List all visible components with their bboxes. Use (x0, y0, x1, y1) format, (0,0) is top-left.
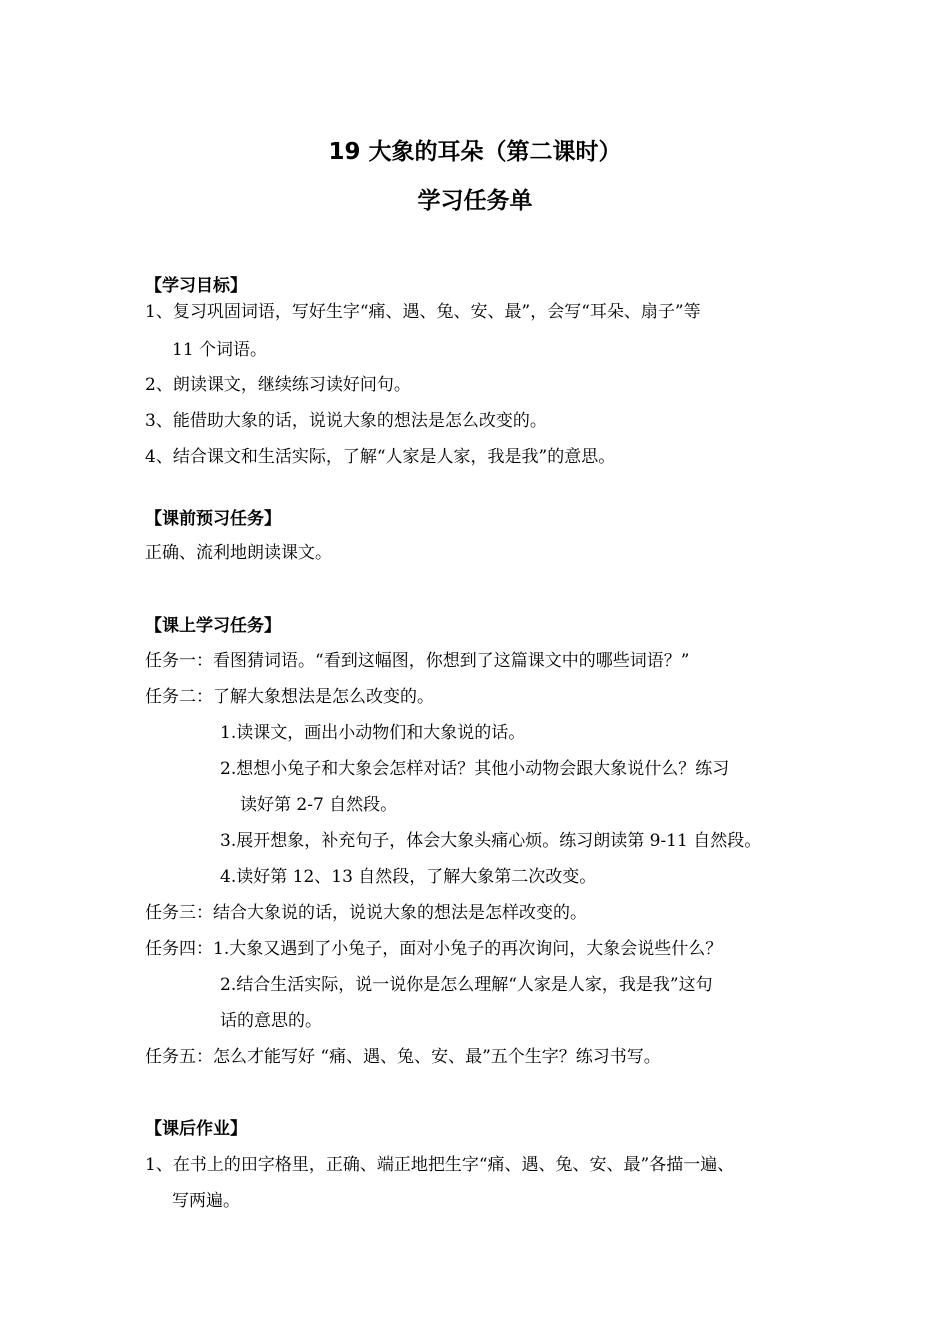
task-four: 任务四：1.大象又遇到了小兔子，面对小兔子的再次询问，大象会说些什么？ (145, 939, 723, 959)
goal-item-continued: 11 个词语。 (172, 340, 268, 360)
task-two-step: 2.想想小兔子和大象会怎样对话？其他小动物会跟大象说什么？练习 (220, 759, 730, 779)
task-four-step-continued: 话的意思的。 (220, 1011, 322, 1031)
task-four-step: 2.结合生活实际，说一说你是怎么理解“人家是人家，我是我”这句 (220, 975, 713, 995)
homework-item-continued: 写两遍。 (172, 1191, 240, 1211)
task-two: 任务二：了解大象想法是怎么改变的。 (145, 687, 434, 707)
goal-item: 1、复习巩固词语，写好生字“痛、遇、兔、安、最”，会写“耳朵、扇子”等 (145, 302, 701, 322)
task-five: 任务五：怎么才能写好 “痛、遇、兔、安、最”五个生字？练习书写。 (145, 1047, 661, 1067)
goal-item: 4、结合课文和生活实际，了解“人家是人家，我是我”的意思。 (145, 447, 616, 467)
inclass-heading: 【课上学习任务】 (145, 616, 281, 636)
goal-item: 3、能借助大象的话，说说大象的想法是怎么改变的。 (145, 411, 547, 431)
goals-heading: 【学习目标】 (145, 276, 247, 296)
document-subtitle: 学习任务单 (417, 188, 533, 214)
task-three: 任务三：结合大象说的话，说说大象的想法是怎样改变的。 (145, 903, 587, 923)
task-two-step: 3.展开想象，补充句子，体会大象头痛心烦。练习朗读第 9-11 自然段。 (220, 831, 762, 851)
task-one: 任务一：看图猜词语。“看到这幅图，你想到了这篇课文中的哪些词语？” (145, 651, 690, 671)
task-two-step: 4.读好第 12、13 自然段，了解大象第二次改变。 (220, 867, 597, 887)
goal-item: 2、朗读课文，继续练习读好问句。 (145, 375, 411, 395)
homework-item: 1、在书上的田字格里，正确、端正地把生字“痛、遇、兔、安、最”各描一遍、 (145, 1155, 735, 1175)
preview-text: 正确、流利地朗读课文。 (145, 543, 332, 563)
preview-heading: 【课前预习任务】 (145, 509, 281, 529)
document-title: 19 大象的耳朵（第二课时） (328, 139, 622, 165)
task-two-step-continued: 读好第 2-7 自然段。 (240, 795, 398, 815)
homework-heading: 【课后作业】 (145, 1119, 247, 1139)
task-two-step: 1.读课文，画出小动物们和大象说的话。 (220, 723, 526, 743)
